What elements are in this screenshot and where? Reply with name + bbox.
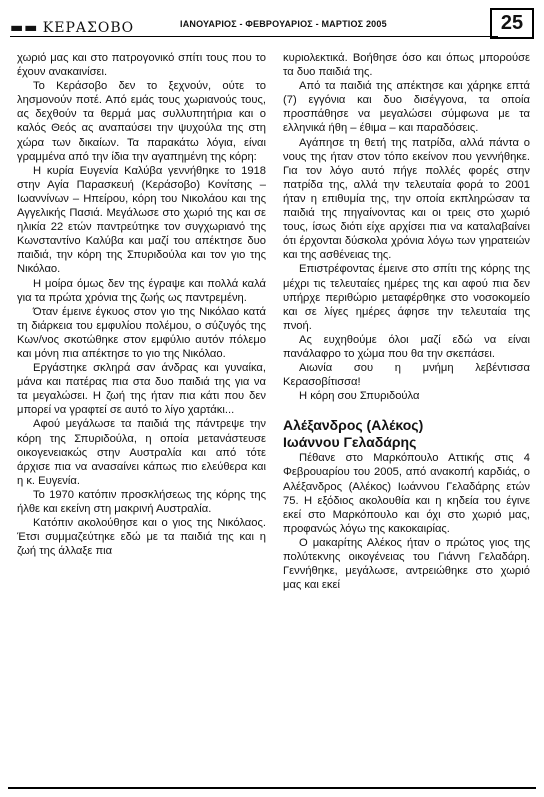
- obituary-title-line-2: Ιωάννου Γελαδάρης: [283, 434, 417, 451]
- left-paragraph-5: Όταν έμεινε έγκυος στον γιο της Νικόλαο κατά τη διάρκεια του εμφυλίου πολέμου, ο σύζυγός της Κων/νος σκοτώθηκε στον εμφύλιο αυτόν πόλεμο και μόνη πια απέκτησε το γιο της Νικόλαο.: [17, 305, 266, 360]
- left-column: [17, 51, 266, 558]
- right-paragraph-6: Αιωνία σου η μνήμη λεβέντισσα Κερασοβίτισσα!: [283, 362, 530, 389]
- footer-rule: [8, 787, 536, 789]
- left-paragraph-1: χωριό μας και στο πατρογονικό σπίτι τους που το έχουν ανακαινίσει.: [17, 52, 266, 79]
- right-paragraph-7: Η κόρη σου Σπυριδούλα: [299, 390, 420, 403]
- brand-dash: ▬ ▬: [10, 20, 36, 36]
- header-rule: [10, 36, 498, 37]
- obituary-paragraph-1: Πέθανε στο Μαρκόπουλο Αττικής στις 4 Φεβρουαρίου του 2005, από ανακοπή καρδιάς, ο Αλέξανδρος (Αλέκος) Ιωάννου Γελαδάρης ετών 75. Η εξόδιος ακολουθία και η κηδεία του έγινε εκεί στο Μαρκόπουλο και όχι στο χωριό μας, προφανώς λόγω της κακοκαιρίας.: [283, 452, 530, 535]
- issue-date: ΙΑΝΟΥΑΡΙΟΣ - ΦΕΒΡΟΥΑΡΙΟΣ - ΜΑΡΤΙΟΣ 2005: [180, 19, 387, 29]
- left-paragraph-8: Το 1970 κατόπιν προσκλήσεως της κόρης της ήλθε και εκείνη στη μακρινή Αυστραλία.: [17, 488, 266, 515]
- left-paragraph-9: Κατόπιν ακολούθησε και ο γιος της Νικόλαος. Έτσι συμμαζεύτηκε εδώ με τα παιδιά της και η ζωή της άλλαξε πια: [17, 517, 266, 558]
- left-paragraph-3: Η κυρία Ευγενία Καλύβα γεννήθηκε το 1918 στην Αγία Παρασκευή (Κεράσοβο) Κονίτσης – Ιωαννίνων – Ηπείρου, κόρη του Νικολάου και της Αγγελικής Πασιά. Μεγάλωσε στο χωριό της και σε ηλικία 22 ετών παντρεύτηκε τον συγχωριανό της Κωνσταντίνο Καλύβα και μαζί του απέκτησε δυο παιδιά, την κόρη της Σπυριδούλα και τον γιο της Νικόλαο.: [17, 164, 266, 276]
- right-paragraph-5: Ας ευχηθούμε όλοι μαζί εδώ να είναι πανάλαφρο το χώμα που θα την σκεπάσει.: [283, 333, 530, 360]
- right-paragraph-1: κυριολεκτικά. Βοήθησε όσο και όπως μπορούσε τα δυο παιδιά της.: [283, 52, 530, 79]
- obituary-title-line-1: Αλέξανδρος (Αλέκος): [283, 417, 424, 434]
- right-paragraph-3: Αγάπησε τη θετή της πατρίδα, αλλά πάντα ο νους της ήταν στον τόπο εκείνον που γεννήθηκε. Για τον λόγο αυτό πήγε πολλές φορές στην πατρίδα της, αλλά την τελευταία φορά το 2001 ήταν η επιθυμία της, την οποία εκπληρώσαν τα παιδιά της πηγαίνοντας και οι τρεις στο χωριό τους, ίσως διότι είχε αρχίσει πια να καταλαβαίνει ότι έρχονται δύσκολα χρόνια λόγω των γηρατειών και της ασθένειας της.: [283, 136, 530, 262]
- right-column: [283, 51, 530, 592]
- obituary-paragraph-2: Ο μακαρίτης Αλέκος ήταν ο πρώτος γιος της πολύτεκνης οικογένειας του Γιάννη Γελαδάρη. Γεννήθηκε, μεγάλωσε, αντρειώθηκε στο χωριό μας και εκεί: [283, 536, 530, 592]
- page-number: 25: [490, 8, 534, 39]
- brand-title: [10, 20, 134, 36]
- left-paragraph-4: Η μοίρα όμως δεν της έγραψε και πολλά καλά για τα πρώτα χρόνια της ζωής ως παντρεμένη.: [17, 277, 266, 304]
- brand-text: ΚΕΡΑΣΟΒΟ: [42, 20, 135, 36]
- right-paragraph-4: Επιστρέφοντας έμεινε στο σπίτι της κόρης της μέχρι τις τελευταίες ημέρες της και αφού πια δεν υπήρχε περιθώριο μεταφέρθηκε στο νοσοκομείο και σε λίγες ημέρες άφησε την τελευταία της πνοή.: [283, 263, 530, 332]
- spacer: [283, 403, 530, 417]
- page-header: [10, 8, 534, 38]
- left-paragraph-2: Το Κεράσοβο δεν το ξεχνούν, ούτε το λησμονούν ποτέ. Από εμάς τους χωριανούς τους, ας δεχθούν τα θερμά μας συλλυπητήρια και ο καλός Θεός ας αναπαύσει την ψυχούλα της στη χώρα των δικαίων. Τα παρακάτω λόγια, είναι γραμμένα από την ίδια την αγαπημένη της κόρη:: [17, 80, 266, 163]
- left-paragraph-7: Αφού μεγάλωσε τα παιδιά της πάντρεψε την κόρη της Σπυριδούλα, η οποία μετανάστευσε οικογενειακώς στην Αυστραλία και από τότε άρχισε πια να ανασαίνει κάπως πιο ελεύθερα και η κ. Ευγενία.: [17, 418, 266, 487]
- left-paragraph-6: Εργάστηκε σκληρά σαν άνδρας και γυναίκα, μάνα και πατέρας πια στα δυο παιδιά της για να τα μεγαλώσει. Η ζωή της ήταν πια κάτι που δεν μπορεί να γραφτεί σε αυτό το λίγο χαρτάκι...: [17, 362, 266, 417]
- right-paragraph-2: Από τα παιδιά της απέκτησε και χάρηκε επτά (7) εγγόνια και δυο δισέγγονα, τα οποία προσπάθησε να μεγαλώσει σύμφωνα με τα ελληνικά ήθη – έθιμα – και παραδόσεις.: [283, 80, 530, 135]
